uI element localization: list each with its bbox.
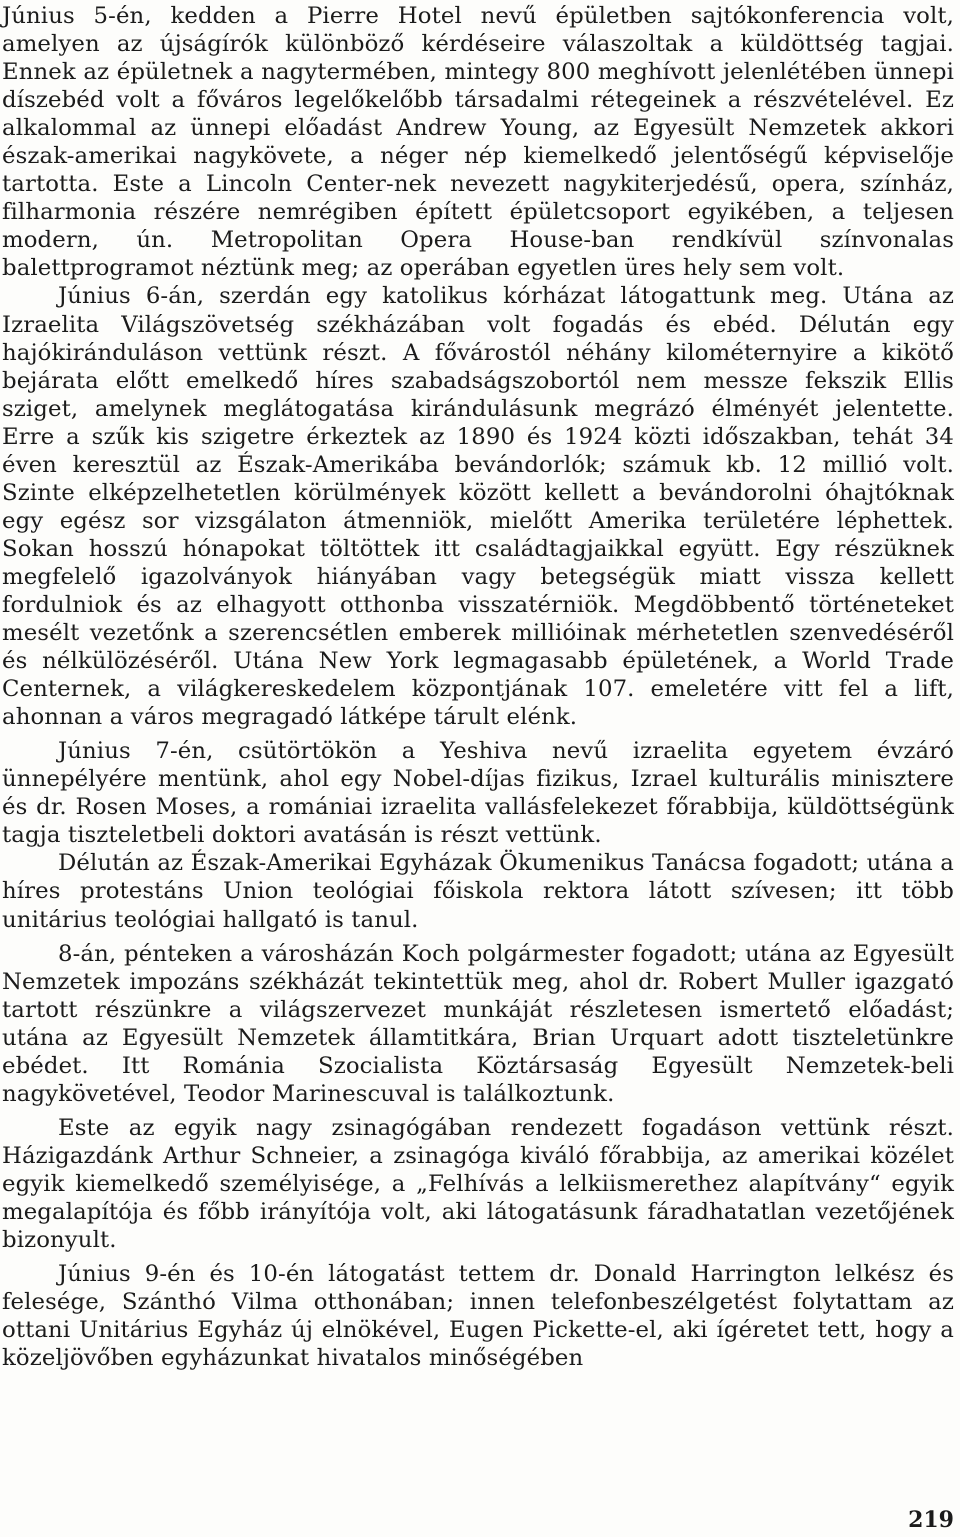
paragraph-synagogue-reception: Este az egyik nagy zsinagógában rendezett fogadáson vettünk részt. Házigazdánk Arthur Schneier, a zsinagóga kiváló főrabbija, az amerikai közélet egyik kiemelkedő személyisége, a „Felhívás a lelkiismerethez alapítvány“ egyik megalapítója és főbb irányítója volt, aki látogatásunk fáradhatatlan vezetőjének bizonyult.	[2, 1114, 954, 1254]
body-text	[2, 2, 954, 1372]
paragraph-june-9-10: Június 9-én és 10-én látogatást tettem dr. Donald Harrington lelkész és felesége, Szánthó Vilma otthonában; innen telefonbeszélgetést folytattam az ottani Unitárius Egyház új elnökével, Eugen Pickette-el, aki ígéretet tett, hogy a közeljövőben egyházunkat hivatalos minőségében	[2, 1261, 954, 1372]
page-number: 219	[908, 1507, 954, 1533]
paragraph-june-6: Június 6-án, szerdán egy katolikus kórházat látogattunk meg. Utána az Izraelita Világszövetség székházában volt fogadás és ebéd. Délután egy hajókiránduláson vettünk részt. A fővárostól néhány kilométernyire a kikötő bejárata előtt emelkedő híres szabadságszobortól nem messze fekszik Ellis sziget, amelynek meglátogatása kirándulásunk megrázó élményét jelentette. Erre a szűk kis szigetre érkeztek az 1890 és 1924 közti időszakban, tehát 34 éven keresztül az Észak-Amerikába bevándorlók; számuk kb. 12 millió volt. Szinte elképzelhetetlen körülmények között kellett a bevándorolni óhajtóknak egy egész sor vizsgálaton átmenniök, mielőtt Amerika területére léphettek. Sokan hosszú hónapokat töltöttek itt családtagjaikkal együtt. Egy részüknek megfelelő igazolványok hiányában vagy betegségük miatt vissza kellett fordulniok és az elhagyott otthonba visszatérniök. Megdöbbentő történeteket mesélt vezetőnk a szerencsétlen emberek millióinak mérhetetlen szenvedéséről és nélkülözéséről. Utána New York legmagasabb épületének, a World Trade Centernek, a világkereskedelem központjának 107. emeletére vitt fel a lift, ahonnan a város megragadó látképe tárult elénk.	[2, 283, 954, 731]
paragraph-ecumenical-council: Délután az Észak-Amerikai Egyházak Ökumenikus Tanácsa fogadott; utána a híres protestáns Union teológiai főiskola rektora látott szívesen; itt több unitárius teológiai hallgató is tanul.	[2, 850, 954, 933]
paragraph-june-7: Június 7-én, csütörtökön a Yeshiva nevű izraelita egyetem évzáró ünnepélyére mentünk, ahol egy Nobel-díjas fizikus, Izrael kulturális minisztere és dr. Rosen Moses, a romániai izraelita vallásfelekezet főrabbija, küldöttségünk tagja tiszteletbeli doktori avatásán is részt vettünk.	[2, 738, 954, 849]
paragraph-june-5: Június 5-én, kedden a Pierre Hotel nevű épületben sajtókonferencia volt, amelyen az újságírók különböző kérdéseire válaszoltak a küldöttség tagjai. Ennek az épületnek a nagytermében, mintegy 800 meghívott jelenlétében ünnepi díszebéd volt a főváros legelőkelőbb társadalmi rétegeinek a részvételével. Ez alkalommal az ünnepi előadást Andrew Young, az Egyesült Nemzetek akkori észak-amerikai nagykövete, a néger nép kiemelkedő jelentőségű képviselője tartotta. Este a Lincoln Center-nek nevezett nagykiterjedésű, opera, színház, filharmonia részére nemrégiben épített épületcsoport egyikében, a teljesen modern, ún. Metropolitan Opera House-ban rendkívül színvonalas balettprogramot néztünk meg; az operában egyetlen üres hely sem volt.	[2, 3, 954, 282]
paragraph-june-8: 8-án, pénteken a városházán Koch polgármester fogadott; utána az Egyesült Nemzetek impozáns székházát tekintettük meg, ahol dr. Robert Muller igazgató tartott részünkre a világszervezet munkáját részletesen ismertető előadást; utána az Egyesült Nemzetek államtitkára, Brian Urquart adott tiszteletünkre ebédet. Itt Románia Szocialista Köztársaság Egyesült Nemzetek-beli nagykövetével, Teodor Marinescuval is találkoztunk.	[2, 940, 954, 1107]
